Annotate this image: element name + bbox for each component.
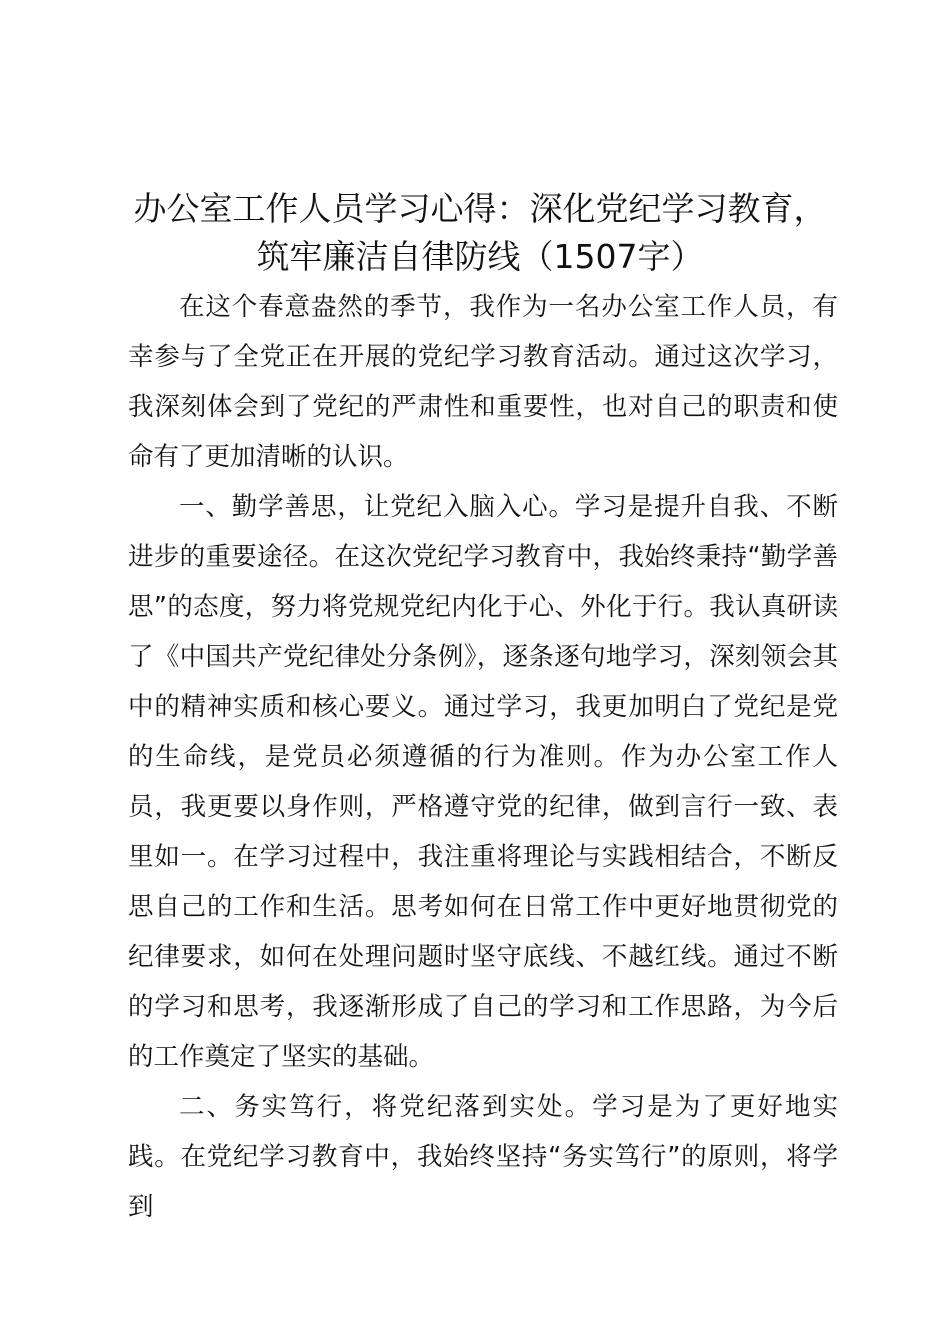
document-body (128, 282, 838, 1232)
paragraph-section-two: 二、务实笃行，将党纪落到实处。学习是为了更好地实践。在党纪学习教育中，我始终坚持“务实笃行”的原则，将学到 (128, 1092, 838, 1222)
paragraph-intro: 在这个春意盎然的季节，我作为一名办公室工作人员，有幸参与了全党正在开展的党纪学习教育活动。通过这次学习，我深刻体会到了党纪的严肃性和重要性，也对自己的职责和使命有了更加清晰的认识。 (128, 292, 838, 472)
document-title (100, 185, 860, 281)
title-line-2: 筑牢廉洁自律防线（1507字） (256, 237, 704, 276)
title-line-1: 办公室工作人员学习心得：深化党纪学习教育， (133, 189, 827, 228)
paragraph-section-one: 一、勤学善思，让党纪入脑入心。学习是提升自我、不断进步的重要途径。在这次党纪学习教育中，我始终秉持“勤学善思”的态度，努力将党规党纪内化于心、外化于行。我认真研读了《中国共产党纪律处分条例》，逐条逐句地学习，深刻领会其中的精神实质和核心要义。通过学习，我更加明白了党纪是党的生命线，是党员必须遵循的行为准则。作为办公室工作人员，我更要以身作则，严格遵守党的纪律，做到言行一致、表里如一。在学习过程中，我注重将理论与实践相结合，不断反思自己的工作和生活。思考如何在日常工作中更好地贯彻党的纪律要求，如何在处理问题时坚守底线、不越红线。通过不断的学习和思考，我逐渐形成了自己的学习和工作思路，为今后的工作奠定了坚实的基础。 (128, 492, 838, 1072)
